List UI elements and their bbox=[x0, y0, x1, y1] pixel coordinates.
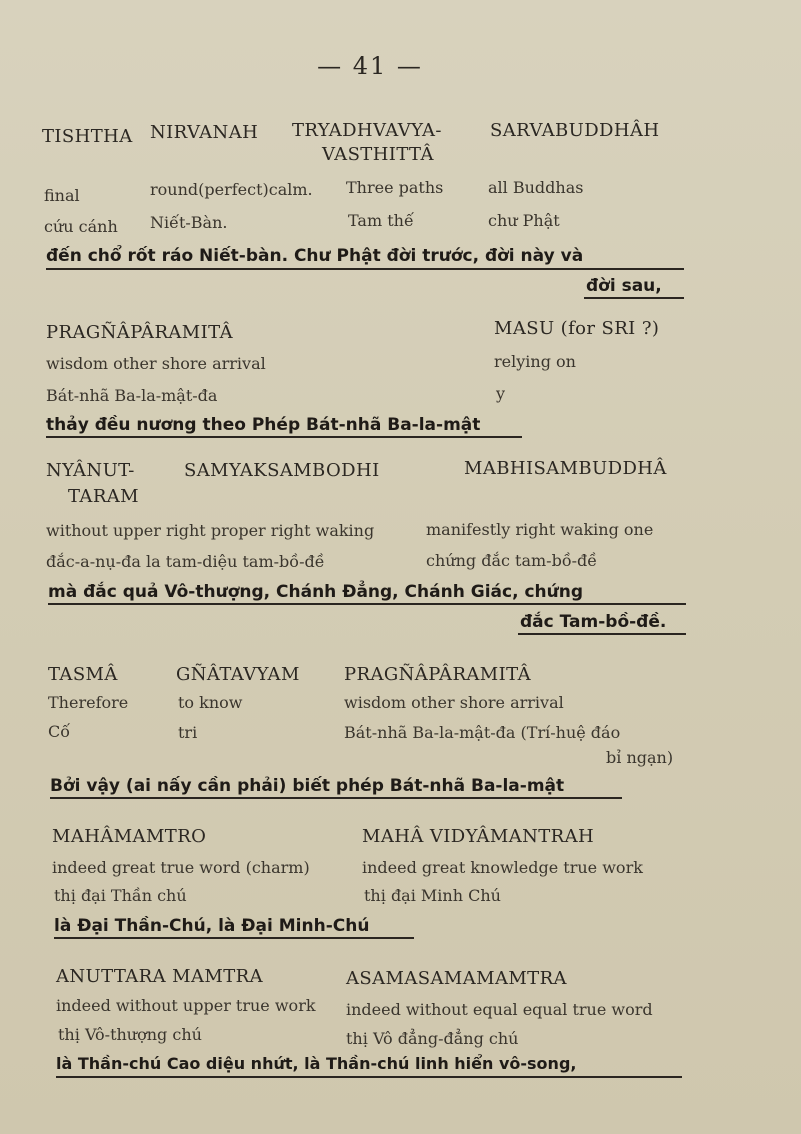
english-gloss: Three paths bbox=[346, 178, 444, 197]
english-gloss: indeed great true word (charm) bbox=[52, 858, 310, 877]
vietnamese-translation: thảy đều nương theo Phép Bát-nhã Ba-la-mật bbox=[46, 415, 481, 435]
sanskrit-term: NYÂNUT- bbox=[46, 460, 135, 481]
underline bbox=[54, 937, 414, 939]
english-gloss: all Buddhas bbox=[488, 178, 584, 197]
sanskrit-term: TARAM bbox=[68, 486, 140, 507]
vietnamese-gloss: cứu cánh bbox=[44, 217, 118, 236]
sanskrit-term: MASU (for SRI ?) bbox=[494, 318, 660, 339]
english-gloss: indeed great knowledge true work bbox=[362, 858, 643, 877]
vietnamese-gloss: Bát-nhã Ba-la-mật-đa (Trí-huệ đáo bbox=[344, 723, 621, 742]
vietnamese-translation: mà đắc quả Vô-thượng, Chánh Đẳng, Chánh Giác, chứng bbox=[48, 582, 583, 602]
vietnamese-translation: đời sau, bbox=[586, 276, 662, 296]
underline bbox=[48, 603, 686, 605]
vietnamese-gloss: chứng đắc tam-bồ-đề bbox=[426, 551, 598, 570]
english-gloss: wisdom other shore arrival bbox=[46, 354, 266, 373]
vietnamese-gloss: Niết-Bàn. bbox=[150, 213, 228, 232]
vietnamese-gloss: tri bbox=[178, 723, 198, 742]
vietnamese-gloss: thị đại Thần chú bbox=[54, 886, 187, 905]
vietnamese-translation: đắc Tam-bồ-đề. bbox=[520, 612, 667, 632]
vietnamese-gloss: đắc-a-nụ-đa la tam-diệu tam-bồ-đề bbox=[46, 552, 325, 571]
vietnamese-gloss: y bbox=[496, 384, 506, 403]
underline bbox=[46, 268, 684, 270]
sanskrit-term: MAHÂ VIDYÂMANTRAH bbox=[362, 826, 595, 847]
sanskrit-term: GÑÂTAVYAM bbox=[176, 664, 300, 685]
vietnamese-gloss: Cố bbox=[48, 722, 71, 741]
sanskrit-term: SARVABUDDHÂH bbox=[490, 120, 660, 141]
underline bbox=[46, 436, 522, 438]
vietnamese-translation: là Đại Thần-Chú, là Đại Minh-Chú bbox=[54, 916, 370, 936]
sanskrit-term: SAMYAKSAMBODHI bbox=[184, 460, 380, 481]
vietnamese-translation: Bởi vậy (ai nấy cần phải) biết phép Bát-nhã Ba-la-mật bbox=[50, 776, 565, 796]
vietnamese-translation: đến chổ rốt ráo Niết-bàn. Chư Phật đời trước, đời này và bbox=[46, 246, 584, 266]
english-gloss: wisdom other shore arrival bbox=[344, 693, 564, 712]
vietnamese-gloss: chư Phật bbox=[488, 211, 560, 230]
underline bbox=[584, 297, 684, 299]
underline bbox=[56, 1076, 682, 1078]
vietnamese-gloss: thị Vô đẳng-đẳng chú bbox=[346, 1029, 519, 1048]
vietnamese-gloss: thị Vô-thượng chú bbox=[58, 1025, 202, 1044]
sanskrit-term: PRAGÑÂPÂRAMITÂ bbox=[46, 322, 233, 343]
vietnamese-gloss: Bát-nhã Ba-la-mật-đa bbox=[46, 386, 218, 405]
vietnamese-translation: là Thần-chú Cao diệu nhứt, là Thần-chú linh hiển vô-song, bbox=[56, 1054, 577, 1073]
english-gloss: indeed without upper true work bbox=[56, 996, 316, 1015]
underline bbox=[50, 797, 622, 799]
vietnamese-gloss: bỉ ngạn) bbox=[606, 748, 674, 767]
sanskrit-term: PRAGÑÂPÂRAMITÂ bbox=[344, 664, 531, 685]
sanskrit-term: ANUTTARA MAMTRA bbox=[56, 966, 263, 987]
sanskrit-term: ASAMASAMAMAMTRA bbox=[346, 968, 567, 989]
english-gloss: final bbox=[44, 186, 80, 205]
underline bbox=[518, 633, 686, 635]
english-gloss: round(perfect)calm. bbox=[150, 180, 313, 199]
page-number: — 41 — bbox=[317, 52, 423, 80]
english-gloss: Therefore bbox=[48, 693, 129, 712]
english-gloss: relying on bbox=[494, 352, 576, 371]
sanskrit-term: VASTHITTÂ bbox=[322, 144, 434, 165]
english-gloss: manifestly right waking one bbox=[426, 520, 654, 539]
vietnamese-gloss: Tam thế bbox=[348, 211, 414, 230]
sanskrit-term: MAHÂMAMTRO bbox=[52, 826, 207, 847]
sanskrit-term: NIRVANAH bbox=[150, 122, 259, 143]
sanskrit-term: TRYADHVAVYA- bbox=[292, 120, 442, 141]
vietnamese-gloss: thị đại Minh Chú bbox=[364, 886, 501, 905]
sanskrit-term: MABHISAMBUDDHÂ bbox=[464, 458, 667, 479]
english-gloss: indeed without equal equal true word bbox=[346, 1000, 653, 1019]
english-gloss: without upper right proper right waking bbox=[46, 521, 375, 540]
sanskrit-term: TISHTHA bbox=[42, 126, 133, 147]
sanskrit-term: TASMÂ bbox=[48, 664, 118, 685]
english-gloss: to know bbox=[178, 693, 243, 712]
